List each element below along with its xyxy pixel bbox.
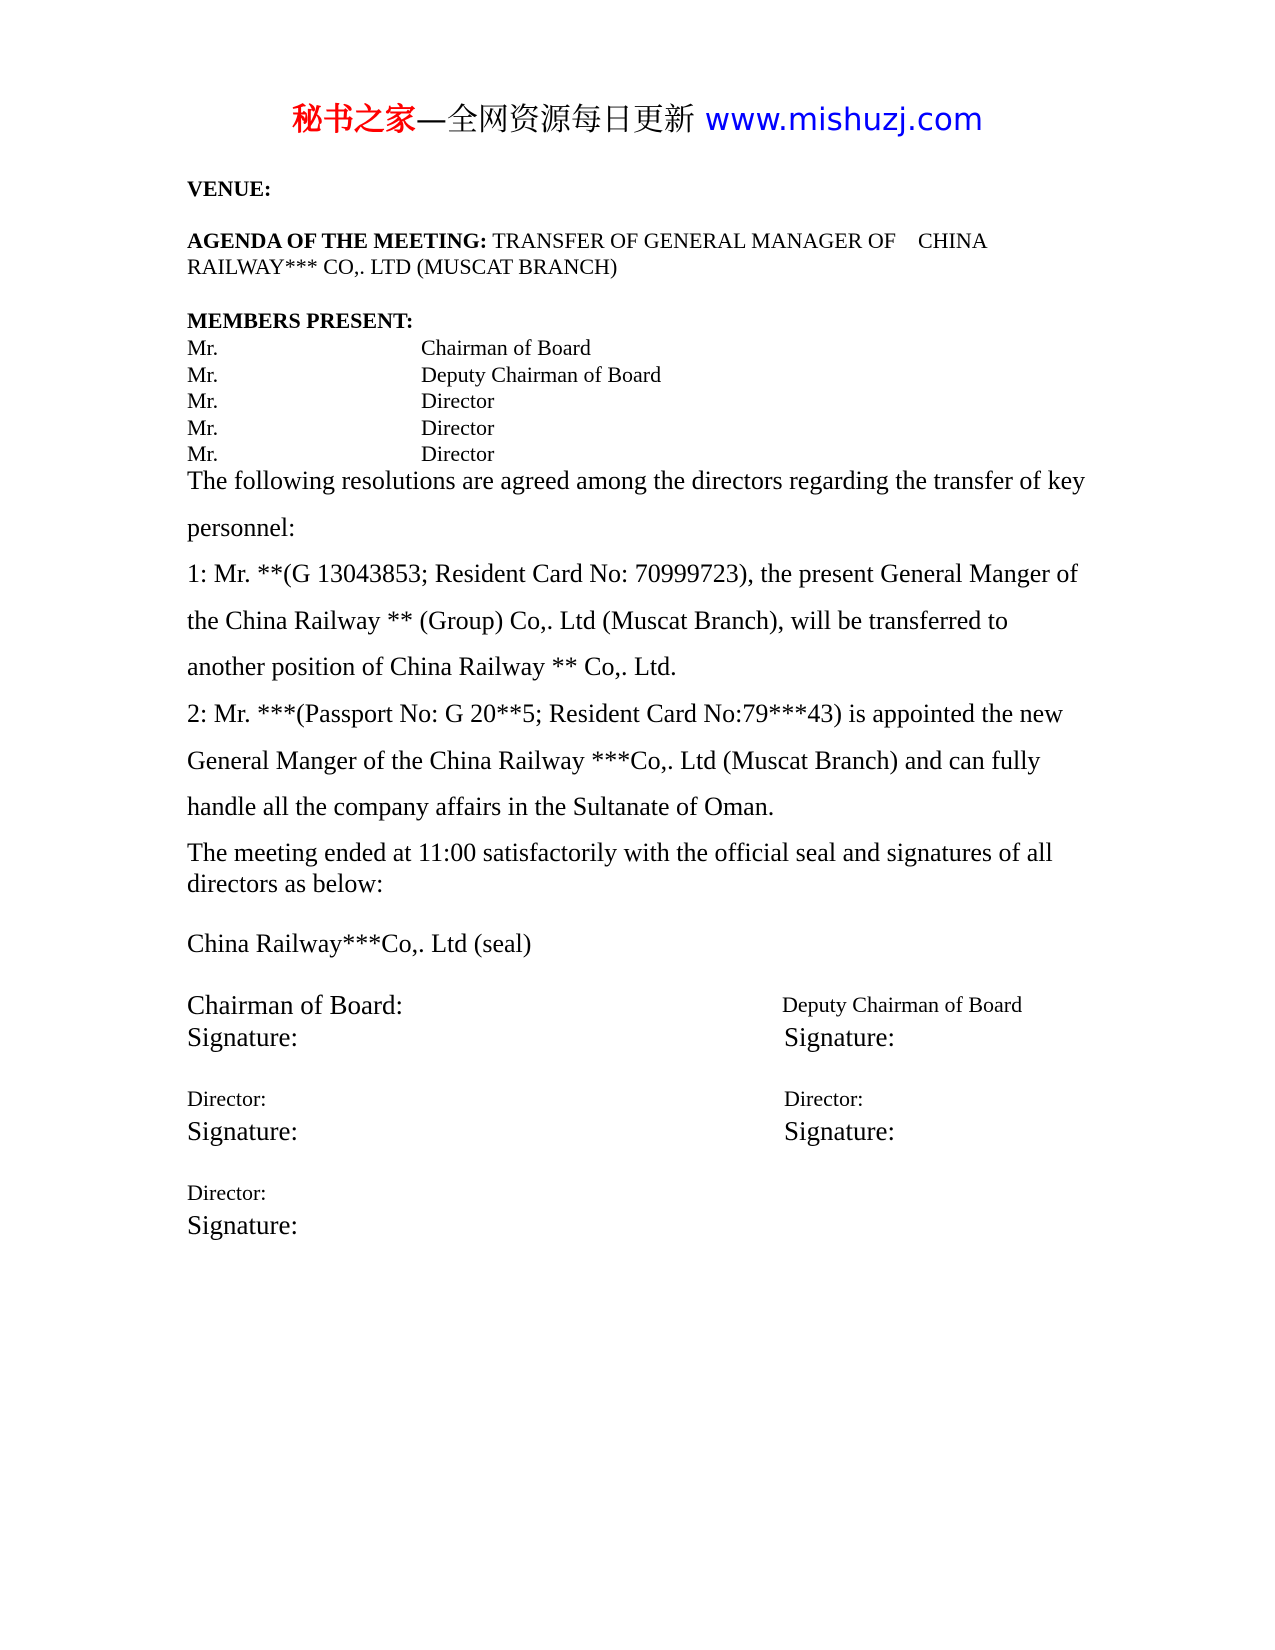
deputy-chairman-label: Deputy Chairman of Board bbox=[782, 992, 1023, 1017]
member-title: Mr. bbox=[187, 414, 219, 440]
member-row bbox=[187, 362, 661, 389]
agenda-section bbox=[187, 228, 1087, 280]
member-row bbox=[187, 415, 661, 442]
director-label: Director: bbox=[187, 1086, 267, 1111]
agenda-label: AGENDA OF THE MEETING: bbox=[187, 228, 488, 253]
signature-label: Signature: bbox=[187, 1022, 298, 1052]
company-seal-line: China Railway***Co,. Ltd (seal) bbox=[187, 929, 532, 958]
director-label: Director: bbox=[187, 1180, 267, 1205]
member-role: Director bbox=[421, 441, 495, 466]
member-role: Chairman of Board bbox=[421, 335, 591, 360]
meeting-closing: The meeting ended at 11:00 satisfactorily with the official seal and signatures of all directors as below: bbox=[187, 838, 1053, 898]
venue-label: VENUE: bbox=[187, 176, 272, 201]
deputy-signature-block bbox=[782, 989, 1022, 1053]
member-row bbox=[187, 388, 661, 415]
director-signature-block bbox=[187, 1177, 298, 1241]
director-label: Director: bbox=[784, 1086, 864, 1111]
member-title: Mr. bbox=[187, 388, 219, 413]
member-role: Director bbox=[421, 414, 495, 440]
chairman-label: Chairman of Board: bbox=[187, 990, 403, 1020]
member-row bbox=[187, 335, 661, 362]
member-title: Mr. bbox=[187, 335, 219, 360]
signature-label: Signature: bbox=[784, 1116, 895, 1146]
director-signature-block bbox=[784, 1083, 895, 1147]
banner-tagline: —全网资源每日更新 bbox=[415, 102, 695, 138]
member-role: Director bbox=[421, 388, 495, 413]
members-list bbox=[187, 335, 661, 468]
director-signature-block bbox=[187, 1083, 298, 1147]
members-label: MEMBERS PRESENT: bbox=[187, 308, 414, 333]
signature-label: Signature: bbox=[187, 1116, 298, 1146]
signature-label: Signature: bbox=[187, 1210, 298, 1240]
member-title: Mr. bbox=[187, 441, 219, 466]
chairman-signature-block bbox=[187, 989, 403, 1053]
resolution-item-1: 1: Mr. **(G 13043853; Resident Card No: 70999723), the present General Manger of the China Railway ** (Group) Co,. Ltd (Muscat Branch), will be transferred to another position of China Railway ** Co,. Ltd. bbox=[187, 559, 1079, 682]
banner-brand: 秘书之家 bbox=[291, 102, 416, 138]
header-banner bbox=[0, 100, 1275, 140]
member-role: Deputy Chairman of Board bbox=[421, 361, 662, 387]
signature-label: Signature: bbox=[784, 1022, 895, 1052]
member-title: Mr. bbox=[187, 361, 219, 387]
resolution-item-2: 2: Mr. ***(Passport No: G 20**5; Resident Card No:79***43) is appointed the new General Manger of the China Railway ***Co,. Ltd (Muscat Branch) and can fully handle all the company affairs in the Sultanate of Oman. bbox=[187, 699, 1063, 822]
resolutions-intro: The following resolutions are agreed among the directors regarding the transfer of key personnel: bbox=[187, 466, 1086, 542]
agenda-text: TRANSFER OF GENERAL MANAGER OF CHINA RAILWAY*** CO,. LTD (MUSCAT BRANCH) bbox=[187, 228, 992, 279]
banner-url[interactable]: www.mishuzj.com bbox=[704, 102, 984, 138]
